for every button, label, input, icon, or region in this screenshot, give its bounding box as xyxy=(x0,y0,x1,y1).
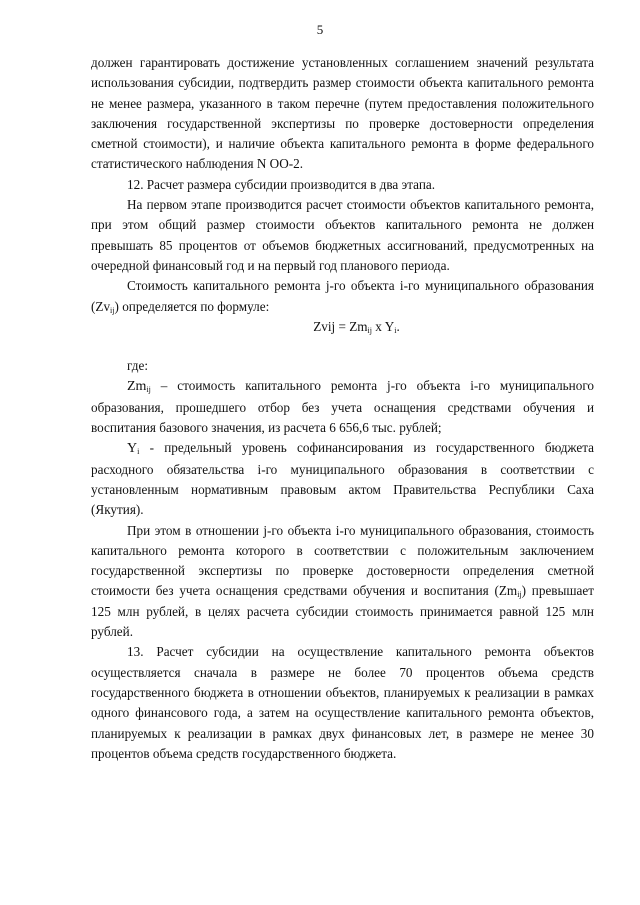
cost-cap-subscript: ij xyxy=(517,590,522,600)
paragraph-first-stage: На первом этапе производится расчет стоимости объектов капитального ремонта, при этом общий размер стоимости объектов капитального ремонта не должен превышать 85 процентов от объемов бюджетных ассигнований, предусмотренных на очередной финансовый год и на первый год планового периода. xyxy=(91,197,594,273)
cost-definition-subscript: ij xyxy=(110,305,115,315)
formula-end: . xyxy=(396,318,400,334)
cost-cap-text-end: ) превышает 125 млн рублей, в целях расчета субсидии стоимость принимается равной 125 млн рублей. xyxy=(91,583,595,640)
formula-y-subscript: i xyxy=(394,325,397,335)
zm-definition xyxy=(91,376,594,438)
cost-definition-text-end: ) определяется по формуле: xyxy=(114,298,270,314)
paragraph-13-subsidy-order: 13. Расчет субсидии на осуществление капитального ремонта объектов осуществляется сначала в размере не более 70 процентов объема средств государственного бюджета в отношении объектов, планируемых к реализации в рамках одного финансового года, а затем на осуществление капитального ремонта объектов, планируемых к реализации в рамках двух финансовых лет, в размере не менее 30 процентов объема средств государственного бюджета. xyxy=(91,644,594,761)
paragraph-cost-definition xyxy=(91,276,594,317)
zm-symbol: Zm xyxy=(127,379,147,395)
cost-formula xyxy=(91,317,594,337)
cost-cap-text: При этом в отношении j-го объекта i-го муниципального образования, стоимость капитального ремонта которого в соответствии с положительным заключением государственной экспертизы по проверке достоверности определения сметной стоимости без учета оснащения средствами обучения и воспитания (Zm xyxy=(91,522,594,599)
formula-multiply: x Y xyxy=(372,318,395,334)
zm-subscript: ij xyxy=(146,385,151,395)
spacer xyxy=(91,337,594,356)
zm-definition-text: – стоимость капитального ремонта j-го объекта i-го муниципального образования, прошедшего отбор без учета оснащения средствами обучения и воспитания базового значения, из расчета 6 656,6 тыс. рублей; xyxy=(91,378,594,436)
formula-lhs: Zvij = Zm xyxy=(313,318,368,334)
y-definition xyxy=(91,438,594,520)
y-subscript: i xyxy=(137,447,140,457)
paragraph-eligibility-conditions: должен гарантировать достижение установленных соглашением значений результата использования субсидии, подтвердить размер стоимости объекта капитального ремонта не менее размера, указанного в таком перечне (путем предоставления положительного заключения государственной экспертизы по проверке достоверности определения сметной стоимости), и наличие объекта капитального ремонта в форме федерального статистического наблюдения N ОО-2. xyxy=(91,55,594,172)
paragraph-12-calculation-stages: 12. Расчет размера субсидии производится в два этапа. xyxy=(127,176,436,192)
where-label: где: xyxy=(127,358,148,374)
cost-definition-text: Стоимость капитального ремонта j-го объекта i-го муниципального образования (Zv xyxy=(91,278,594,314)
y-symbol: Y xyxy=(127,441,138,457)
page-number: 5 xyxy=(316,22,324,37)
paragraph-cost-cap xyxy=(91,521,594,643)
formula-zm-subscript: ij xyxy=(367,325,372,335)
document-body xyxy=(91,53,594,764)
y-definition-text: - предельный уровень софинансирования из государственного бюджета расходного обязательства i-го муниципального образования в соответствии с установленным нормативным правовым актом Правительства Республики Саха (Якутия). xyxy=(91,440,594,518)
